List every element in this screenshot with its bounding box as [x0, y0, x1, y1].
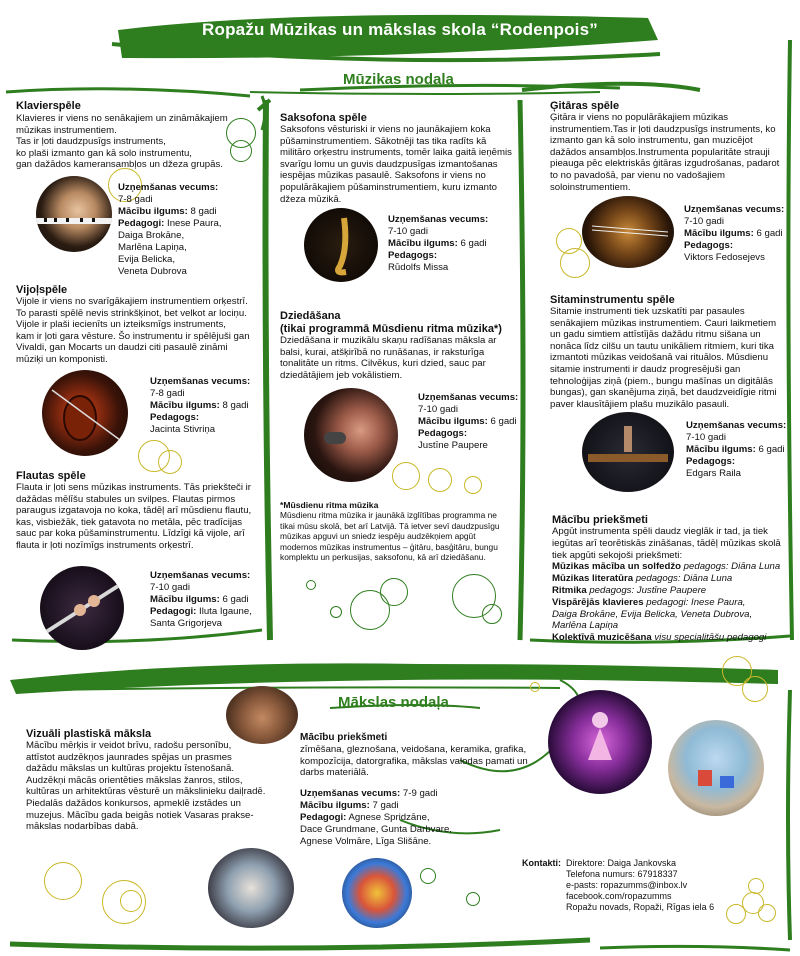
text-line: Apgūt instrumenta spēli daudz vieglāk ir tad, ja tiek — [552, 526, 768, 537]
duration-value: 6 gadi — [756, 228, 783, 239]
text-line: kas, visbiežāk, tiek gatavota no metāla, pēc tradīcijas — [16, 516, 243, 528]
text-line: iespējas mūzikas pasaulē. Saksofons ir viens no — [280, 170, 486, 182]
art-info — [300, 788, 452, 848]
teachers-label: Pedagogi: — [118, 218, 165, 229]
age-label: Uzņemšanas vecums: — [686, 420, 787, 431]
art-section-title: Mākslas nodaļa — [338, 694, 449, 711]
text-line: gan dažādos kameransambļos un džeza grupās. — [16, 159, 223, 171]
text-line: Saksofons vēsturiski ir viens no jaunākajiem koka — [280, 124, 491, 135]
teacher: Inese Paura, — [167, 218, 222, 229]
visual-art-description — [26, 740, 296, 833]
teacher: Justīne Paupere — [418, 440, 488, 451]
flute-description — [16, 482, 276, 552]
piano-title: Klavierspēle — [16, 100, 81, 112]
visual-art-title: Vizuāli plastiskā māksla — [26, 728, 152, 740]
director: Direktore: Daiga Jankovska — [566, 858, 677, 868]
age-label: Uzņemšanas vecums: — [684, 204, 785, 215]
teachers-label: Pedagogs: — [388, 250, 438, 261]
saxophone-info — [388, 214, 488, 274]
subject-item: Marlēna Lapiņa — [552, 620, 619, 632]
text-line: mūzikas apguvi un sniedz iespēju audzēkņiem apgūt — [280, 531, 476, 542]
text-line: tehnoloģijas ziņā (piem., bungu mašīnas un digitālās — [550, 375, 773, 387]
teacher: Rūdolfs Missa — [388, 262, 449, 273]
duration-value: 7 gadi — [372, 800, 399, 811]
age-value: 7-8 gadi — [118, 194, 153, 205]
subject-item: Daiga Brokāne, Evija Belicka, Veneta Dubrova, — [552, 608, 753, 620]
text-line: Vijole ir plaši iecienīts un izteiksmīgs instruments, — [16, 319, 226, 331]
text-line: To parasti spēlē nevis strinkšķinot, bet velkot ar lociņu. — [16, 307, 247, 319]
decorative-ring — [330, 606, 342, 618]
flute-photo — [40, 566, 124, 650]
teacher: Veneta Dubrova — [118, 266, 187, 277]
text-line: militāro orķestru instruments, tomēr laika gaitā ieņēmis — [280, 147, 512, 159]
flute-title: Flautas spēle — [16, 470, 86, 482]
facebook-link[interactable]: facebook.com/ropazumms — [566, 891, 672, 901]
subject-item: Mūzikas literatūra pedagogs: Diāna Luna — [552, 573, 733, 585]
text-line: izmantoti mūzikas veidošanā vai rituālos. Mūsdienu — [550, 352, 769, 364]
text-line: Vivaldi, gan Mocarts un daudzi citi pasaulē zināmi — [16, 342, 228, 354]
duration-label: Mācību ilgums: — [150, 400, 220, 411]
text-line: svarīgu lomu un guvis daudzpusīgas izmantošanas — [280, 158, 498, 170]
text-line: Piedalās dažādos konkursos, apmeklē izstādes un — [26, 797, 241, 809]
age-value: 7-10 gadi — [388, 226, 429, 237]
saxophone-description — [280, 124, 525, 205]
pottery-photo — [226, 686, 298, 744]
decorative-ring — [420, 868, 436, 884]
teacher: Daiga Brokāne, — [118, 230, 185, 241]
decorative-ring — [380, 578, 408, 606]
decorative-ring — [482, 604, 502, 624]
decorative-ring — [120, 890, 142, 912]
text-line: senākajiem mūzikas instrumentiem. Cauri laikmetiem — [550, 317, 777, 329]
duration-value: 6 gadi — [758, 444, 785, 455]
contacts-label: Kontakti: — [522, 858, 561, 868]
text-line: pieauga pēc elektriskās ģitāras izgudrošanas, padarot — [550, 158, 780, 170]
text-line: tiek apgūti sekojoši priekšmeti: — [552, 549, 683, 561]
flute-info — [150, 570, 252, 630]
music-subjects-list — [552, 526, 792, 644]
text-line: kompozīcija, datorgrafika, mākslas valodas pamati un — [300, 755, 528, 767]
text-line: sitamie instrumenti ir daudz progresējuši gan — [550, 363, 741, 375]
teacher: Evija Belicka, — [118, 254, 176, 265]
text-line: un gadu simtiem attīstījās dažādu ritmu sišana un — [550, 329, 761, 341]
text-line: attīstot audzēkņos jaunrades spējas un prasmes — [26, 751, 232, 763]
duration-value: 6 gadi — [490, 416, 517, 427]
text-line: Mācību mērķis ir veidot brīvu, radošu personību, — [26, 740, 232, 751]
text-line: ko plaši izmanto gan kā solo instrumentu, — [16, 147, 192, 159]
piano-info — [118, 182, 221, 278]
age-label: Uzņemšanas vecums: — [300, 788, 401, 799]
contacts — [566, 858, 714, 913]
text-line: Sitamie instrumenti tiek uzskatīti par pasaules — [550, 306, 745, 317]
duration-label: Mācību ilgums: — [684, 228, 754, 239]
text-line: paraugus izgatavoja no koka, tādēļ arī mūsdienu flautu, — [16, 505, 252, 517]
text-line: kam ir ļoti gara vēsture. Šo instrumentu ir spēlējuši gan — [16, 330, 250, 342]
age-value: 7-10 gadi — [686, 432, 727, 443]
rhythm-music-note — [280, 500, 525, 562]
text-line: mākslas nodarbības dabā. — [26, 821, 139, 833]
text-line: populārākajiem pūšaminstrumentiem, kuru izmanto — [280, 181, 498, 193]
decorative-ring — [748, 878, 764, 894]
marimba-photo — [582, 412, 674, 492]
duration-value: 8 gadi — [190, 206, 217, 217]
note-title: *Mūsdienu ritma mūzika — [280, 500, 379, 510]
text-line: nonāca līdz cilšu un tautu unikāliem ritmiem, kuri tika — [550, 340, 774, 352]
age-value: 7-10 gadi — [418, 404, 459, 415]
text-line: Flauta ir ļoti sens mūzikas instruments. Tās priekšteči ir — [16, 482, 251, 493]
address: Ropažu novads, Ropaži, Rīgas iela 6 — [566, 902, 715, 912]
text-line: bungas), gan skanējuma ziņā, bet daudzveidīgie ritmi — [550, 387, 777, 399]
decorative-ring — [464, 476, 482, 494]
subject-item: Vispārējās klavieres pedagogi: Inese Paura, — [552, 596, 746, 608]
duration-label: Mācību ilgums: — [418, 416, 488, 427]
text-line: Tas ir ļoti daudzpusīgs instruments, — [16, 136, 166, 148]
violin-photo — [42, 370, 128, 456]
violin-info — [150, 376, 250, 436]
age-label: Uzņemšanas vecums: — [150, 376, 251, 387]
decorative-ring — [742, 676, 768, 702]
decorative-ring — [230, 140, 252, 162]
text-line: Audzēkņi mācās orientēties mākslas žanros, stilos, — [26, 774, 243, 786]
duration-label: Mācību ilgums: — [118, 206, 188, 217]
text-line: to no pavadošā, par vienu no vadošajiem — [550, 169, 725, 181]
dancer-photo — [548, 690, 652, 794]
subject-item: Ritmika pedagogs: Justīne Paupere — [552, 584, 707, 596]
text-line: mūziķi un komponisti. — [16, 353, 108, 365]
duration-label: Mācību ilgums: — [686, 444, 756, 455]
text-line: balsi, kurai, atšķirībā no runāšanas, ir raksturīga — [280, 346, 485, 358]
text-line: modernos mūzikas instrumentus – ģitāru, basģitāru, bungu — [280, 541, 498, 552]
guitar-photo — [582, 196, 674, 268]
email-link[interactable]: e-pasts: ropazumms@inbox.lv — [566, 880, 688, 890]
text-line: soloinstrumentiem. — [550, 181, 631, 193]
decorative-ring — [392, 462, 420, 490]
age-label: Uzņemšanas vecums: — [418, 392, 519, 403]
text-line: dziedātājiem jeb vokālistiem. — [280, 369, 403, 381]
outdoor-art-photo — [668, 720, 764, 816]
age-label: Uzņemšanas vecums: — [118, 182, 219, 193]
violin-title: Vijoļspēle — [16, 284, 68, 296]
singing-description — [280, 335, 525, 381]
teachers-label: Pedagogs: — [684, 240, 734, 251]
crafts-photo — [342, 858, 412, 928]
decorative-ring — [530, 682, 540, 692]
teacher: Agnese Volmāre, Līga Slišāne. — [300, 836, 432, 847]
text-line: Dziedāšana ir muzikālu skaņu radīšanas māksla ar — [280, 335, 497, 346]
duration-label: Mācību ilgums: — [300, 800, 370, 811]
music-section-title: Mūzikas nodaļa — [343, 71, 454, 88]
text-line: izmanto gan kā solo instrumentu, gan muzicējot — [550, 135, 753, 147]
decorative-ring — [306, 580, 316, 590]
teachers-label: Pedagogi: — [300, 812, 347, 823]
decorative-ring — [466, 892, 480, 906]
guitar-info — [684, 204, 784, 264]
percussion-title: Sitaminstrumentu spēle — [550, 294, 675, 306]
teachers-label: Pedagogs: — [150, 412, 200, 423]
text-line: komplektu un perkusijas, saksofonu, kā arī dziedāšanu. — [280, 552, 486, 563]
text-line: instrumentiem.Tas ir ļoti daudzpusīgs instruments, ko — [550, 123, 776, 135]
decorative-ring — [44, 862, 82, 900]
text-line: kultūras un arhitektūras vēsturē un mākslinieku daiļradē. — [26, 786, 266, 798]
teacher: Marlēna Lapiņa, — [118, 242, 187, 253]
text-line: mūzikas instrumentiem. — [16, 124, 117, 136]
text-line: džeza mūzikā. — [280, 193, 342, 205]
guitar-description — [550, 112, 790, 193]
duration-value: 6 gadi — [460, 238, 487, 249]
phone: Telefona numurs: 67918337 — [566, 869, 678, 879]
text-line: flauta ir ļoti nozīmīgs instruments orķestrī. — [16, 539, 194, 551]
text-line: Vijole ir viens no svarīgākajiem instrumentiem orķestrī. — [16, 296, 248, 307]
duration-value: 6 gadi — [222, 594, 249, 605]
singer-photo — [304, 388, 398, 482]
art-subjects-title: Mācību priekšmeti — [300, 732, 388, 743]
text-line: dažādos ansambļos.Instrumenta popularitāte strauji — [550, 146, 770, 158]
text-line: iegūtas arī teorētiskās zināšanas, tādēļ mūzikas skolā — [552, 537, 781, 549]
decorative-ring — [158, 450, 182, 474]
text-line: Ģitāra ir viens no populārākajiem mūzikas — [550, 112, 729, 123]
age-value: 7-8 gadi — [150, 388, 185, 399]
guitar-title: Ģitāras spēle — [550, 100, 620, 112]
saxophone-photo — [304, 208, 378, 282]
subject-item: Mūzikas mācība un solfedžo pedagogs: Diāna Luna — [552, 561, 781, 573]
teacher: Dace Grundmane, Gunta Darbvare, — [300, 824, 452, 835]
singing-info — [418, 392, 518, 452]
percussion-description — [550, 306, 790, 410]
text-line: paver klausītājiem plašu muzikālo pasauli. — [550, 398, 730, 410]
teachers-label: Pedagogi: — [150, 606, 197, 617]
painting-photo — [208, 848, 294, 928]
teachers-label: Pedagogs: — [418, 428, 468, 439]
singing-subtitle: (tikai programmā Mūsdienu ritma mūzika*) — [280, 323, 502, 335]
text-line: sauc par koka pūšaminstrumentu. Līdzīgi kā vijole, arī — [16, 528, 245, 540]
age-value: 7-9 gadi — [402, 788, 438, 799]
duration-value: 8 gadi — [222, 400, 249, 411]
art-subjects — [300, 732, 540, 779]
text-line: Mūsdienu ritma mūzika ir jaunākā izglītības programma ne — [280, 510, 497, 521]
text-line: pūšaminstrumentiem. Sākotnēji tas tika radīts kā — [280, 135, 487, 147]
duration-label: Mācību ilgums: — [388, 238, 458, 249]
teacher: Viktors Fedosejevs — [684, 252, 765, 263]
teachers-label: Pedagogs: — [686, 456, 736, 467]
teacher: Agnese Spridzāne, — [348, 812, 430, 823]
percussion-info — [686, 420, 786, 480]
text-line: Klavieres ir viens no senākajiem un zināmākajiem — [16, 113, 228, 124]
subject-item: Kolektīvā muzicēšana visu specialitāšu pedagogi — [552, 632, 767, 644]
decorative-ring — [428, 468, 452, 492]
duration-label: Mācību ilgums: — [150, 594, 220, 605]
age-label: Uzņemšanas vecums: — [150, 570, 251, 581]
violin-description — [16, 296, 276, 366]
school-title: Ropažu Mūzikas un mākslas skola “Rodenpois” — [202, 20, 598, 39]
saxophone-title: Saksofona spēle — [280, 112, 367, 124]
text-line: muzejus. Mācību gada beigās notiek Vasaras prakse- — [26, 809, 254, 821]
teacher: Jacinta Stivriņa — [150, 424, 216, 435]
teacher: Edgars Raila — [686, 468, 741, 479]
text-line: dažādas mēlīšu stabules un svilpes. Flautas pirmos — [16, 493, 236, 505]
text-line: dažādu mākslas un kultūras projektu īstenošanā. — [26, 763, 234, 775]
age-value: 7-10 gadi — [150, 582, 191, 593]
piano-photo — [36, 176, 112, 252]
text-line: tonalitāte un ritms. Cilvēkus, kuri dzied, sauc par — [280, 358, 486, 370]
age-label: Uzņemšanas vecums: — [388, 214, 489, 225]
singing-title: Dziedāšana — [280, 310, 341, 322]
decorative-ring — [758, 904, 776, 922]
teacher: Iluta Igaune, — [199, 606, 252, 617]
music-subjects-title: Mācību priekšmeti — [552, 514, 648, 526]
text-line: darbs materiālā. — [300, 767, 369, 779]
text-line: zīmēšana, gleznošana, veidošana, keramika, grafika, — [300, 744, 527, 755]
teacher: Santa Grigorjeva — [150, 618, 222, 629]
decorative-ring — [560, 248, 590, 278]
text-line: tikai mūsu skolā, bet arī Latvijā. Tā ietver sevī daudzpusīgu — [280, 520, 500, 531]
age-value: 7-10 gadi — [684, 216, 725, 227]
